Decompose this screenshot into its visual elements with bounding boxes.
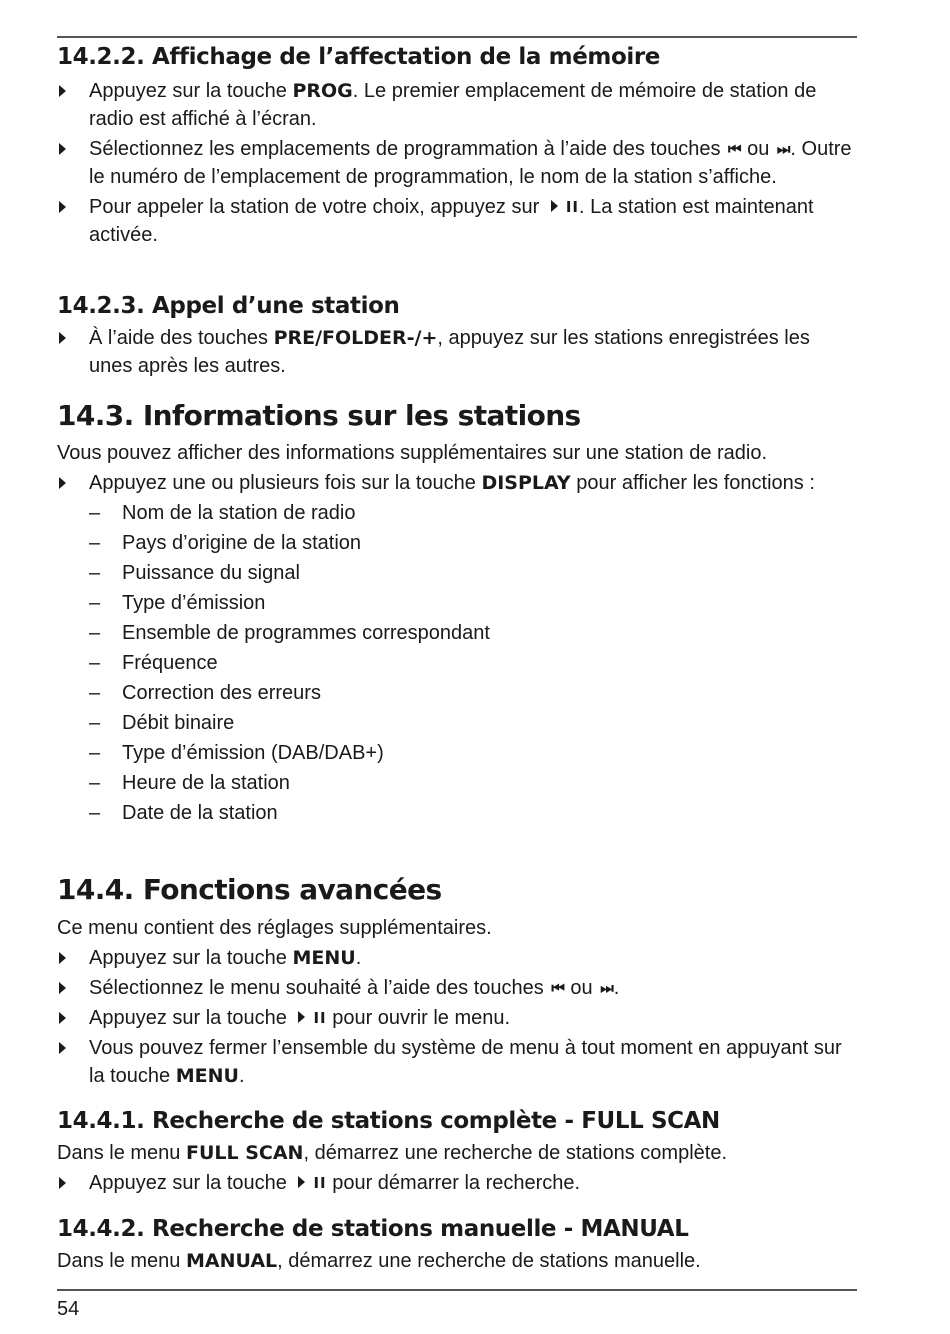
function-list-item (57, 798, 857, 828)
play-icon (298, 1176, 305, 1188)
bullet-triangle-icon (59, 477, 66, 489)
section-heading: 14.2.3. Appel d’une station (57, 293, 400, 319)
dash-marker: – (89, 622, 101, 644)
dash-marker: – (89, 742, 101, 764)
function-list-item-label: Correction des erreurs (122, 682, 321, 704)
dash-marker: – (89, 502, 101, 524)
function-list-item (57, 648, 857, 678)
section-14-3 (57, 398, 857, 828)
key-label-full-scan: FULL SCAN (185, 1142, 304, 1164)
bullet-item: Sélectionnez les emplacements de programmation à l’aide des touches ⏮ ou ⏭ . Outre le numéro de l’emplacement de programmation, le nom de la station s’affiche. (57, 135, 857, 191)
bullet-item: Appuyez sur la touche PROG. Le premier emplacement de mémoire de station de radio est affiché à l’écran. (57, 77, 857, 133)
bullet-item: Appuyez sur la touche MENU. (57, 944, 857, 972)
section-14-2-2 (57, 42, 857, 249)
bullet-item: Appuyez sur la touche II pour ouvrir le menu. (57, 1004, 857, 1032)
dash-marker: – (89, 712, 101, 734)
function-list-item-label: Débit binaire (122, 712, 235, 734)
function-list-item-label: Type d’émission (122, 592, 266, 614)
function-list-item-label: Puissance du signal (122, 562, 300, 584)
function-list-item (57, 498, 857, 528)
intro-text: Vous pouvez afficher des informations supplémentaires sur une station de radio. (57, 442, 768, 464)
bullet-triangle-icon (59, 85, 66, 97)
function-list-item-label: Heure de la station (122, 772, 290, 794)
skip-previous-icon: ⏮ (728, 140, 740, 158)
bullet-triangle-icon (59, 982, 66, 994)
function-list-item (57, 588, 857, 618)
key-label-manual: MANUAL (185, 1250, 278, 1272)
body-text: Dans le menu FULL SCAN, démarrez une recherche de stations complète. (57, 1142, 728, 1164)
body-text: Dans le menu MANUAL, démarrez une recherche de stations manuelle. (57, 1250, 701, 1272)
function-list (57, 498, 857, 828)
play-icon (298, 1011, 305, 1023)
skip-previous-icon: ⏮ (551, 979, 563, 997)
page-number: 54 (57, 1298, 80, 1320)
section-heading: 14.3. Informations sur les stations (57, 399, 581, 432)
key-label-menu: MENU (292, 947, 356, 969)
dash-marker: – (89, 532, 101, 554)
bullet-triangle-icon (59, 201, 66, 213)
function-list-item-label: Pays d’origine de la station (122, 532, 362, 554)
dash-marker: – (89, 682, 101, 704)
bullet-triangle-icon (59, 143, 66, 155)
bullet-triangle-icon (59, 1177, 66, 1189)
section-14-2-3 (57, 291, 857, 380)
section-14-4-2 (57, 1214, 857, 1275)
function-list-item (57, 708, 857, 738)
function-list-item (57, 678, 857, 708)
skip-next-icon: ⏭ (600, 979, 612, 997)
section-14-4-1 (57, 1106, 857, 1197)
pause-icon: II (313, 1009, 327, 1027)
bullet-triangle-icon (59, 332, 66, 344)
bullet-triangle-icon (59, 952, 66, 964)
bullet-item: Appuyez sur la touche II pour démarrer la recherche. (57, 1169, 857, 1197)
key-label-menu: MENU (175, 1065, 239, 1087)
skip-next-icon: ⏭ (776, 140, 789, 158)
play-icon (551, 200, 558, 212)
intro-text: Ce menu contient des réglages supplémentaires. (57, 917, 492, 939)
dash-marker: – (89, 652, 101, 674)
bottom-rule (57, 1289, 857, 1291)
bullet-item: À l’aide des touches PRE/FOLDER-/+, appuyez sur les stations enregistrées les unes après les autres. (57, 324, 857, 380)
bullet-triangle-icon (59, 1012, 66, 1024)
function-list-item-label: Nom de la station de radio (122, 502, 356, 524)
function-list-item (57, 558, 857, 588)
dash-marker: – (89, 592, 101, 614)
key-label-display: DISPLAY (481, 472, 571, 494)
function-list-item-label: Ensemble de programmes correspondant (122, 622, 490, 644)
function-list-item (57, 618, 857, 648)
dash-marker: – (89, 772, 101, 794)
section-heading: 14.2.2. Affichage de l’affectation de la mémoire (57, 44, 661, 70)
top-rule (57, 36, 857, 38)
section-14-4 (57, 872, 857, 1090)
function-list-item (57, 768, 857, 798)
section-heading: 14.4.2. Recherche de stations manuelle - MANUAL (57, 1216, 689, 1242)
function-list-item-label: Type d’émission (DAB/DAB+) (122, 742, 384, 764)
pause-icon: II (565, 198, 579, 216)
section-heading: 14.4.1. Recherche de stations complète - FULL SCAN (57, 1108, 720, 1134)
bullet-item: Pour appeler la station de votre choix, appuyez sur II. La station est maintenant activée. (57, 193, 857, 249)
pause-icon: II (313, 1174, 327, 1192)
section-heading: 14.4. Fonctions avancées (57, 873, 442, 906)
bullet-item: Appuyez une ou plusieurs fois sur la touche DISPLAY pour afficher les fonctions : (57, 469, 857, 497)
dash-marker: – (89, 802, 101, 824)
key-label-prog: PROG (292, 80, 353, 102)
dash-marker: – (89, 562, 101, 584)
bullet-triangle-icon (59, 1042, 66, 1054)
function-list-item (57, 528, 857, 558)
function-list-item-label: Date de la station (122, 802, 278, 824)
key-label-pre-folder: PRE/FOLDER-/+ (273, 327, 438, 349)
function-list-item-label: Fréquence (122, 652, 218, 674)
function-list-item (57, 738, 857, 768)
bullet-item: Sélectionnez le menu souhaité à l’aide des touches ⏮ ou ⏭ . (57, 974, 857, 1002)
bullet-item: Vous pouvez fermer l’ensemble du système de menu à tout moment en appuyant sur la touche MENU. (57, 1034, 857, 1090)
